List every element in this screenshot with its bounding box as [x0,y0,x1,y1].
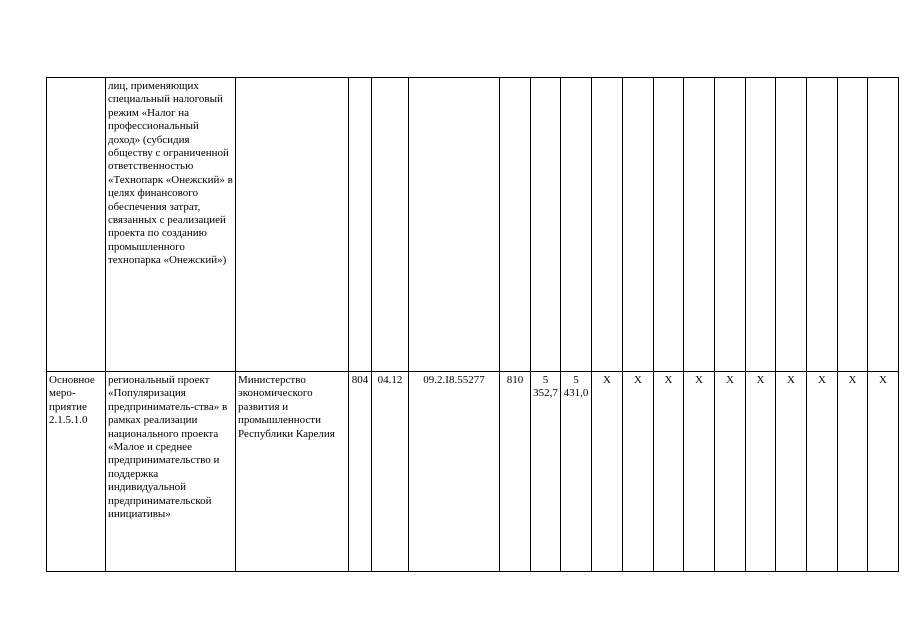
value-cell-1: 5 352,7 [531,372,561,572]
mark-cell [654,78,684,372]
mark-cell [838,78,868,372]
rzpr-cell: 04.12 [372,372,409,572]
mark-cell: X [592,372,623,572]
grbs-cell: 804 [349,372,372,572]
executor-cell [236,78,349,372]
vr-cell: 810 [500,372,531,572]
mark-cell: X [654,372,684,572]
mark-cell [715,78,746,372]
name-cell: лиц, применяющих специальный налоговый режим «Налог на профессиональный доход» (субсидия обществу с ограниченной ответственностью «Технопарк «Онежский» в целях финансового обеспечения затрат, связанных с реализацией проекта по созданию промышленного технопарка «Онежский») [106,78,236,372]
mark-cell [868,78,899,372]
mark-cell [684,78,715,372]
mark-cell: X [623,372,654,572]
status-cell [47,78,106,372]
mark-cell [592,78,623,372]
mark-cell [746,78,776,372]
budget-table [46,77,899,572]
name-cell: региональный проект «Популяризация предприниматель-ства» в рамках реализации национального проекта «Малое и среднее предпринимательство и поддержка индивидуальной предпринимательской инициативы» [106,372,236,572]
csr-cell [409,78,500,372]
mark-cell [623,78,654,372]
rzpr-cell [372,78,409,372]
mark-cell: X [715,372,746,572]
mark-cell: X [807,372,838,572]
csr-cell: 09.2.I8.55277 [409,372,500,572]
grbs-cell [349,78,372,372]
mark-cell: X [776,372,807,572]
mark-cell: X [746,372,776,572]
mark-cell [807,78,838,372]
mark-cell: X [684,372,715,572]
mark-cell: X [868,372,899,572]
table-row [47,78,899,372]
table-row [47,372,899,572]
status-cell: Основное меро-приятие 2.1.5.1.0 [47,372,106,572]
executor-cell: Министерство экономического развития и промышленности Республики Карелия [236,372,349,572]
mark-cell: X [838,372,868,572]
value-cell-2 [561,78,592,372]
mark-cell [776,78,807,372]
value-cell-2: 5 431,0 [561,372,592,572]
vr-cell [500,78,531,372]
value-cell-1 [531,78,561,372]
